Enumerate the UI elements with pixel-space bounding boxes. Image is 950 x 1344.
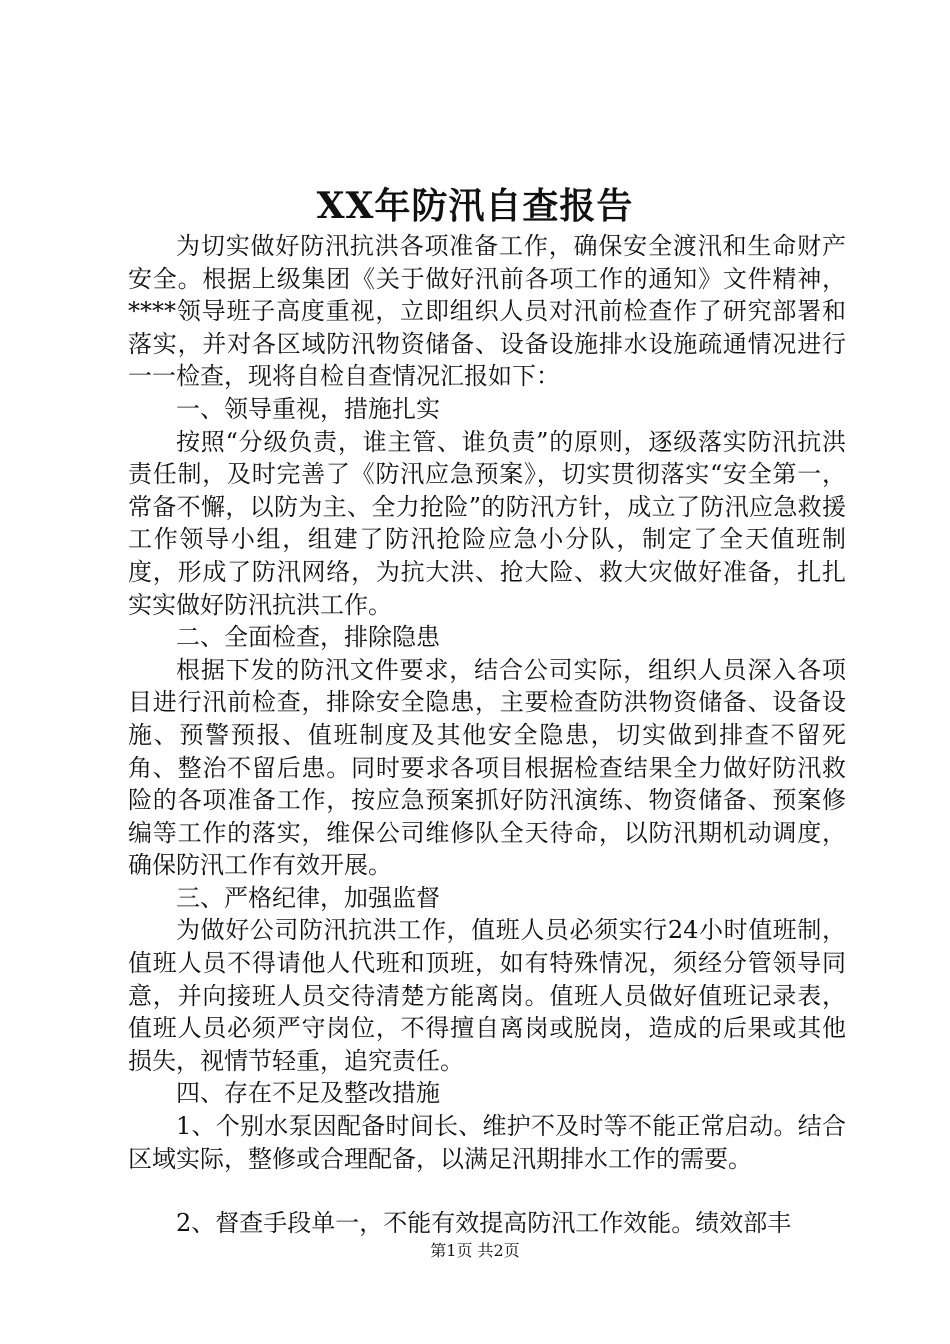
section-paragraph-1: 按照“分级负责，谁主管、谁负责”的原则，逐级落实防汛抗洪责任制，及时完善了《防汛应急预案》，切实贯彻落实“安全第一，常备不懈，以防为主、全力抢险”的防汛方针，成立了防汛应急救援工作领导小组，组建了防汛抢险应急小分队，制定了全天值班制度，形成了防汛网络，为抗大洪、抢大险、救大灾做好准备，扎扎实实做好防汛抗洪工作。 [128,427,846,619]
section-paragraph-3: 为做好公司防汛抗洪工作，值班人员必须实行24小时值班制，值班人员不得请他人代班和顶班，如有特殊情况，须经分管领导同意，并向接班人员交待清楚方能离岗。值班人员做好值班记录表，值班人员必须严守岗位，不得擅自离岗或脱岗，造成的后果或其他损失，视情节轻重，追究责任。 [128,916,846,1075]
section-heading-4: 四、存在不足及整改措施 [176,1079,440,1108]
section-heading-3: 三、严格纪律，加强监督 [176,883,440,912]
document-title: XX年防汛自查报告 [316,185,634,227]
section-heading-1: 一、领导重视，措施扎实 [176,394,440,423]
section-heading-2: 二、全面检查，排除隐患 [176,623,440,652]
list-item-2: 2、督查手段单一，不能有效提高防汛工作效能。绩效部丰 [176,1209,792,1238]
section-paragraph-2: 根据下发的防汛文件要求，结合公司实际，组织人员深入各项目进行汛前检查，排除安全隐患，主要检查防洪物资储备、设备设施、预警预报、值班制度及其他安全隐患，切实做到排查不留死角、整治不留后患。同时要求各项目根据检查结果全力做好防汛救险的各项准备工作，按应急预案抓好防汛演练、物资储备、预案修编等工作的落实，维保公司维修队全天待命，以防汛期机动调度，确保防汛工作有效开展。 [128,655,846,880]
list-item-1: 1、个别水泵因配备时间长、维护不及时等不能正常启动。结合区域实际，整修或合理配备，以满足汛期排水工作的需要。 [128,1112,846,1173]
document-body [128,230,846,1240]
intro-paragraph: 为切实做好防汛抗洪各项准备工作，确保安全渡汛和生命财产安全。根据上级集团《关于做好汛前各项工作的通知》文件精神，****领导班子高度重视，立即组织人员对汛前检查作了研究部署和落实，并对各区域防汛物资储备、设备设施排水设施疏通情况进行一一检查，现将自检自查情况汇报如下： [128,232,846,391]
page-footer: 第1页 共2页 [430,1241,520,1260]
